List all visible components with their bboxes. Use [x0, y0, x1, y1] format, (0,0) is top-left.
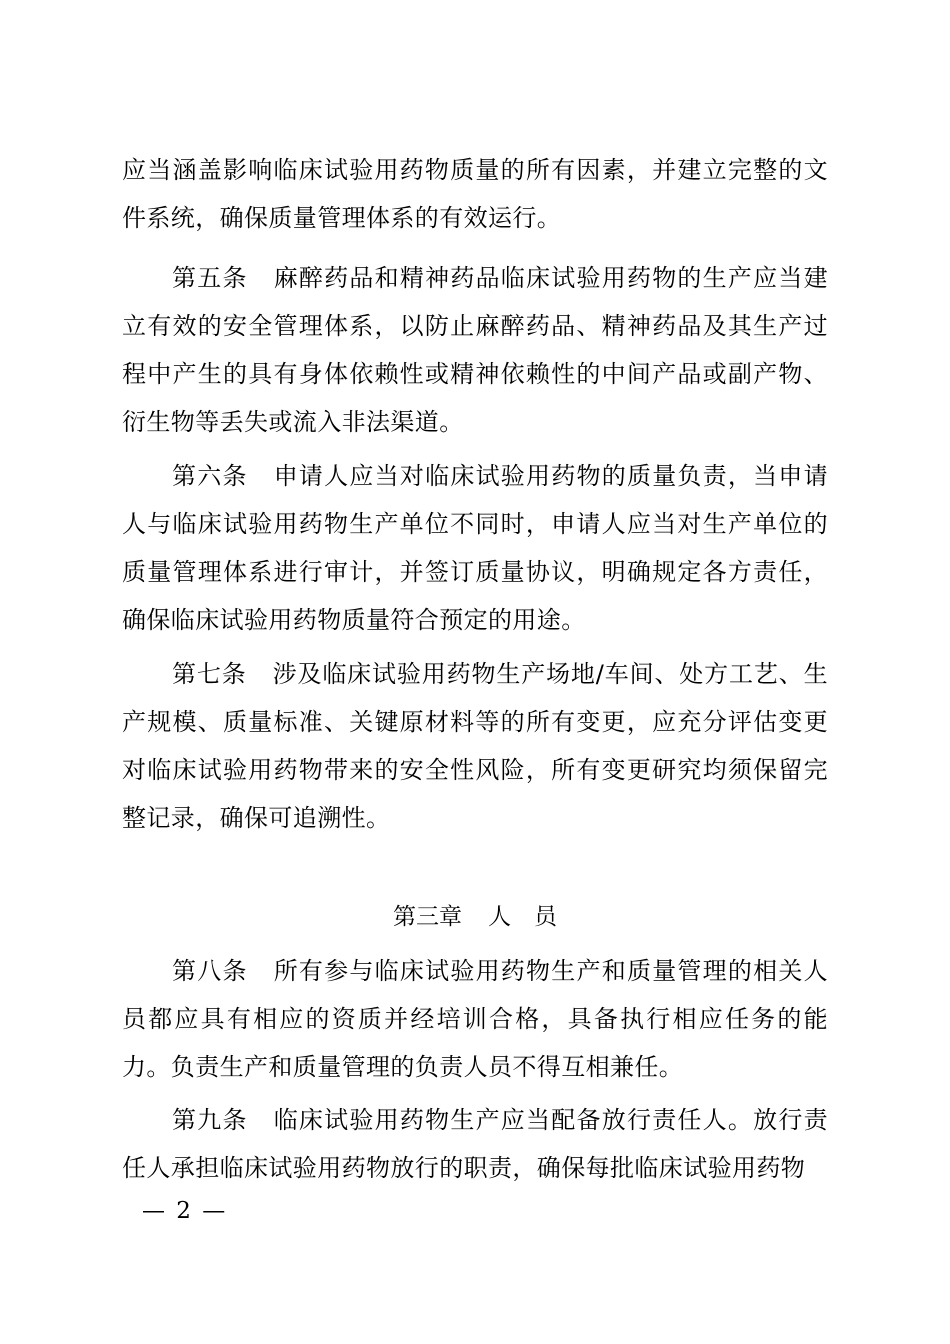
article-label: 第五条	[172, 264, 248, 292]
page-number: — 2 —	[142, 1198, 228, 1224]
article-label: 第六条	[172, 462, 248, 490]
article-label: 第八条	[172, 957, 248, 985]
article-label: 第九条	[172, 1106, 248, 1134]
article-6	[122, 452, 828, 644]
paragraph-text: 应当涵盖影响临床试验用药物质量的所有因素，并建立完整的文件系统，确保质量管理体系的有效运行。	[122, 156, 828, 232]
article-8	[122, 947, 828, 1091]
article-5	[122, 254, 828, 446]
article-7	[122, 650, 828, 842]
paragraph-continuation	[122, 146, 828, 242]
article-text: 申请人应当对临床试验用药物的质量负责，当申请人与临床试验用药物生产单位不同时，申请人应当对生产单位的质量管理体系进行审计，并签订质量协议，明确规定各方责任，确保临床试验用药物质量符合预定的用途。	[122, 462, 828, 634]
article-text: 所有参与临床试验用药物生产和质量管理的相关人员都应具有相应的资质并经培训合格，具备执行相应任务的能力。负责生产和质量管理的负责人员不得互相兼任。	[122, 957, 828, 1081]
chapter-heading	[122, 897, 828, 937]
article-text: 麻醉药品和精神药品临床试验用药物的生产应当建立有效的安全管理体系，以防止麻醉药品、精神药品及其生产过程中产生的具有身体依赖性或精神依赖性的中间产品或副产物、衍生物等丢失或流入非法渠道。	[122, 264, 828, 436]
chapter-title-text: 人 员	[488, 904, 557, 930]
article-text: 临床试验用药物生产应当配备放行责任人。放行责任人承担临床试验用药物放行的职责，确保每批临床试验用药物	[122, 1106, 828, 1182]
article-label: 第七条	[172, 660, 247, 688]
article-9	[122, 1096, 828, 1192]
article-text: 涉及临床试验用药物生产场地/车间、处方工艺、生产规模、质量标准、关键原材料等的所有变更，应充分评估变更对临床试验用药物带来的安全性风险，所有变更研究均须保留完整记录，确保可追溯性。	[122, 660, 828, 832]
chapter-number: 第三章	[393, 904, 462, 930]
